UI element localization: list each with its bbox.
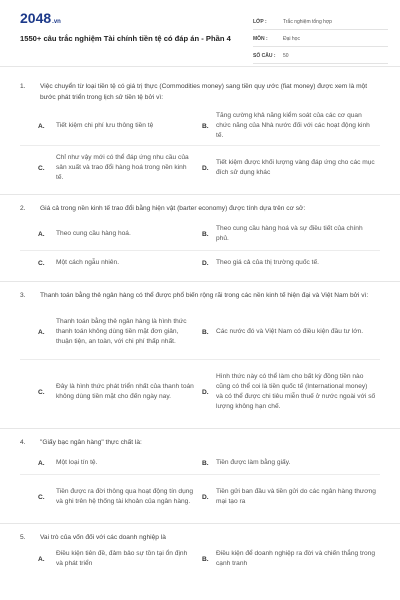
question-number: 5. [20, 534, 26, 541]
option-row [20, 547, 380, 571]
logo-text: 2048 [20, 10, 52, 26]
meta-key: LỚP : [253, 19, 267, 25]
option-b[interactable] [202, 327, 376, 337]
option-text: Theo cung cầu hàng hoá và sự điều tiết của chính phủ. [216, 225, 363, 242]
meta-value: Đại học [283, 36, 300, 42]
option-text: Tiết kiệm chi phí lưu thông tiền tệ [56, 122, 154, 129]
question-list [0, 67, 400, 571]
option-row [20, 107, 380, 146]
option-letter: C. [38, 164, 45, 172]
question-head [20, 437, 380, 448]
option-letter: A. [38, 230, 45, 238]
option-text: Một loại tín tệ. [56, 459, 98, 466]
meta-info [253, 15, 388, 66]
option-letter: D. [202, 164, 209, 172]
meta-row-class [253, 15, 388, 30]
option-text: Theo giá cả của thị trường quốc tế. [216, 259, 319, 266]
option-d[interactable] [202, 158, 376, 178]
question-number: 1. [20, 83, 26, 90]
options [20, 107, 380, 190]
option-text: Một cách ngẫu nhiên. [56, 259, 120, 266]
question-head [20, 81, 380, 103]
option-letter: C. [38, 493, 45, 501]
option-text: Tiền được làm bằng giấy. [216, 459, 291, 466]
option-d[interactable] [202, 372, 376, 412]
option-letter: D. [202, 493, 209, 501]
question-5 [20, 524, 380, 571]
option-letter: B. [202, 555, 209, 563]
option-text: Thanh toán bằng thẻ ngân hàng là hình thức thanh toán không dùng tiền mặt đơn giản, thuận tiện, an toàn, với chi phí thấp nhất. [56, 318, 187, 345]
option-row [20, 452, 380, 475]
option-text: Các nước đó và Việt Nam có điều kiện đầu tư lớn. [216, 328, 364, 335]
option-text: Tăng cường khả năng kiểm soát của các cơ quan chức năng của Nhà nước đối với các hoạt động kinh tế. [216, 112, 370, 139]
question-number: 2. [20, 205, 26, 212]
question-4 [20, 429, 380, 524]
option-letter: A. [38, 555, 45, 563]
option-row [20, 305, 380, 360]
options [20, 547, 380, 571]
option-text: Điều kiện tiên đề, đảm bảo sự tồn tại ổn định và phát triển [56, 550, 188, 567]
option-row [20, 475, 380, 519]
meta-value: 50 [283, 53, 289, 59]
option-text: Tiền được ra đời thông qua hoạt động tín dụng và ghi trên hệ thống tài khoản của ngân hàng. [56, 488, 194, 505]
option-c[interactable] [20, 153, 194, 183]
meta-row-count [253, 49, 388, 64]
option-a[interactable] [20, 549, 194, 569]
option-letter: D. [202, 388, 209, 396]
option-text: Điều kiện để doanh nghiệp ra đời và chiến thắng trong cạnh tranh [216, 550, 376, 567]
option-text: Đây là hình thức phát triển nhất của thanh toán không dùng tiền mặt cho đến ngày nay. [56, 383, 194, 400]
header [0, 0, 400, 67]
options [20, 452, 380, 519]
meta-value: Trắc nghiệm tổng hợp [283, 19, 332, 25]
option-a[interactable] [20, 121, 194, 131]
option-text: Hình thức này có thể làm cho bất kỳ đồng tiền nào cũng có thể coi là tiền quốc tế (International money) và có thể được chi tiêu miễn thuế ở nước ngoài với số lượng không hạn chế. [216, 373, 376, 410]
option-b[interactable] [202, 549, 376, 569]
logo-tld: .vn [52, 19, 61, 25]
question-text: "Giấy bạc ngân hàng" thực chất là: [40, 439, 142, 446]
option-letter: D. [202, 259, 209, 267]
question-head [20, 203, 380, 214]
option-b[interactable] [202, 111, 376, 141]
option-letter: B. [202, 230, 209, 238]
option-row [20, 218, 380, 251]
option-letter: B. [202, 328, 209, 336]
question-2 [20, 195, 380, 282]
option-a[interactable] [20, 317, 194, 347]
option-a[interactable] [20, 229, 194, 239]
meta-key: MÔN : [253, 36, 268, 42]
option-text: Tiền gửi ban đầu và tiền gửi do các ngân hàng thương mại tạo ra [216, 488, 376, 505]
question-text: Việc chuyển từ loại tiền tệ có giá trị thực (Commodities money) sang tiền quy ước (fiat money) được xem là một bước phát triển trong lịch sử tiền tệ bởi vì: [40, 83, 368, 101]
option-c[interactable] [20, 258, 194, 268]
option-b[interactable] [202, 224, 376, 244]
option-a[interactable] [20, 458, 194, 468]
option-letter: C. [38, 388, 45, 396]
option-d[interactable] [202, 487, 376, 507]
question-head [20, 290, 380, 301]
question-text: Thanh toán bằng thẻ ngân hàng có thể được phổ biến rộng rãi trong các nền kinh tế hiện đại và Việt Nam bởi vì: [40, 292, 369, 299]
option-letter: A. [38, 459, 45, 467]
option-text: Chỉ như vậy mới có thể đáp ứng nhu cầu của sản xuất và trao đổi hàng hoá trong nền kinh tế. [56, 154, 189, 181]
option-row [20, 251, 380, 275]
option-row [20, 146, 380, 190]
page-title: 1550+ câu trắc nghiệm Tài chính tiền tệ có đáp án - Phần 4 [20, 34, 231, 43]
option-letter: B. [202, 459, 209, 467]
question-3 [20, 282, 380, 429]
options [20, 218, 380, 275]
option-b[interactable] [202, 458, 376, 468]
question-head [20, 532, 380, 543]
option-row [20, 360, 380, 424]
option-letter: A. [38, 328, 45, 336]
question-1 [20, 67, 380, 195]
question-text: Vai trò của vốn đối với các doanh nghiệp là [40, 534, 166, 541]
option-letter: B. [202, 122, 209, 130]
question-number: 4. [20, 439, 26, 446]
options [20, 305, 380, 424]
option-text: Tiết kiệm được khối lượng vàng đáp ứng cho các mục đích sử dụng khác [216, 159, 375, 176]
option-letter: A. [38, 122, 45, 130]
site-logo[interactable] [20, 10, 61, 26]
option-d[interactable] [202, 258, 376, 268]
question-text: Giá cả trong nền kinh tế trao đổi bằng hiện vật (barter economy) được tính dựa trên cơ sở: [40, 205, 306, 212]
option-c[interactable] [20, 382, 194, 402]
meta-key: SỐ CÂU : [253, 53, 276, 59]
option-letter: C. [38, 259, 45, 267]
option-text: Theo cung cầu hàng hoá. [56, 230, 131, 237]
option-c[interactable] [20, 487, 194, 507]
meta-row-subject [253, 32, 388, 47]
question-number: 3. [20, 292, 26, 299]
